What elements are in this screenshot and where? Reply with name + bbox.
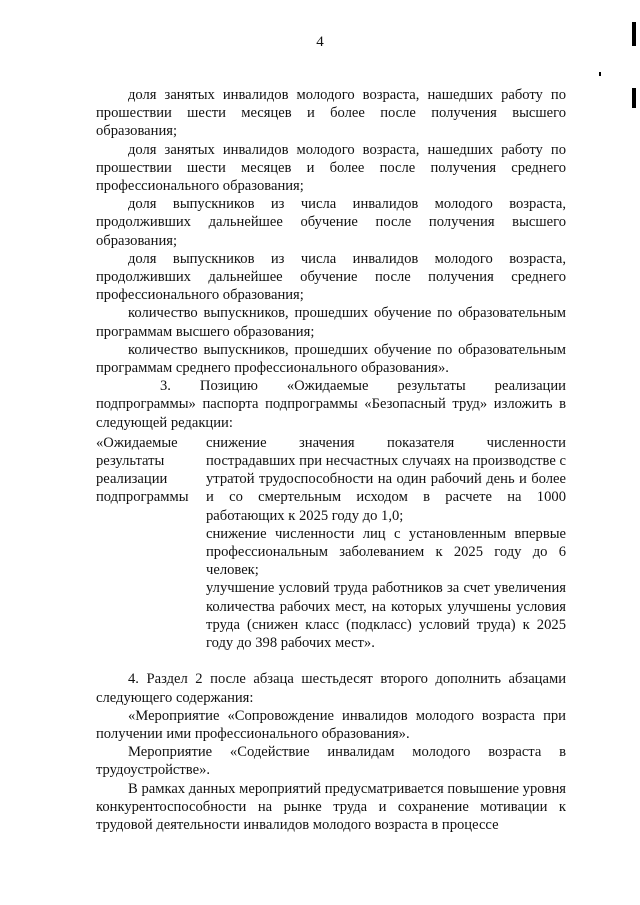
expected-results-table bbox=[96, 434, 566, 652]
page-number: 4 bbox=[316, 34, 324, 50]
paragraph: доля выпускников из числа инвалидов молодого возраста, продолживших дальнейшее обучение после получения среднего профессионального образования; bbox=[96, 250, 566, 304]
paragraph: В рамках данных мероприятий предусматривается повышение уровня конкурентоспособности на рынке труда и сохранение мотивации к трудовой деятельности инвалидов молодого возраста в процессе bbox=[96, 780, 566, 833]
paragraph: количество выпускников, прошедших обучение по образовательным программам высшего образования; bbox=[96, 305, 566, 340]
table-item: снижение значения показателя численности пострадавших при несчастных случаях на производстве с утратой трудоспособности на один рабочий день и более и со смертельным исходом в расчете на 1000 работающих к 2025 году до 1,0; bbox=[206, 434, 566, 524]
scan-edge-mark bbox=[632, 22, 636, 46]
table-item: снижение численности лиц с установленным впервые профессиональным заболеванием к 2025 году до 6 человек; bbox=[206, 525, 566, 579]
paragraph-item-3: 3. Позицию «Ожидаемые результаты реализации подпрограммы» паспорта подпрограммы «Безопасный труд» изложить в следующей редакции: bbox=[96, 378, 566, 431]
document-body bbox=[96, 86, 566, 834]
table-item: улучшение условий труда работников за счет увеличения количества рабочих мест, на которых улучшены условия труда (снижен класс (подкласс) условий труда) к 2025 году до 398 рабочих мест». bbox=[206, 580, 566, 652]
scan-dot bbox=[599, 72, 601, 76]
paragraph: Мероприятие «Содействие инвалидам молодого возраста в трудоустройстве». bbox=[96, 744, 566, 779]
table-right-cell bbox=[206, 434, 566, 652]
paragraph: доля занятых инвалидов молодого возраста, нашедших работу по прошествии шести месяцев и более после получения высшего образования; bbox=[96, 87, 566, 140]
paragraph: «Мероприятие «Сопровождение инвалидов молодого возраста при получении ими профессионального образования». bbox=[96, 707, 566, 742]
scan-edge-mark bbox=[632, 88, 636, 108]
paragraph: доля выпускников из числа инвалидов молодого возраста, продолживших дальнейшее обучение после получения высшего образования; bbox=[96, 196, 566, 249]
section-4 bbox=[96, 670, 566, 834]
paragraph-item-4: 4. Раздел 2 после абзаца шестьдесят второго дополнить абзацами следующего содержания: bbox=[96, 671, 566, 706]
table-left-label: «Ожидаемые результаты реализации подпрограммы bbox=[96, 434, 189, 506]
paragraph: количество выпускников, прошедших обучение по образовательным программам среднего профессионального образования». bbox=[96, 341, 566, 377]
paragraph: доля занятых инвалидов молодого возраста, нашедших работу по прошествии шести месяцев и более после получения среднего профессионального образования; bbox=[96, 141, 566, 195]
